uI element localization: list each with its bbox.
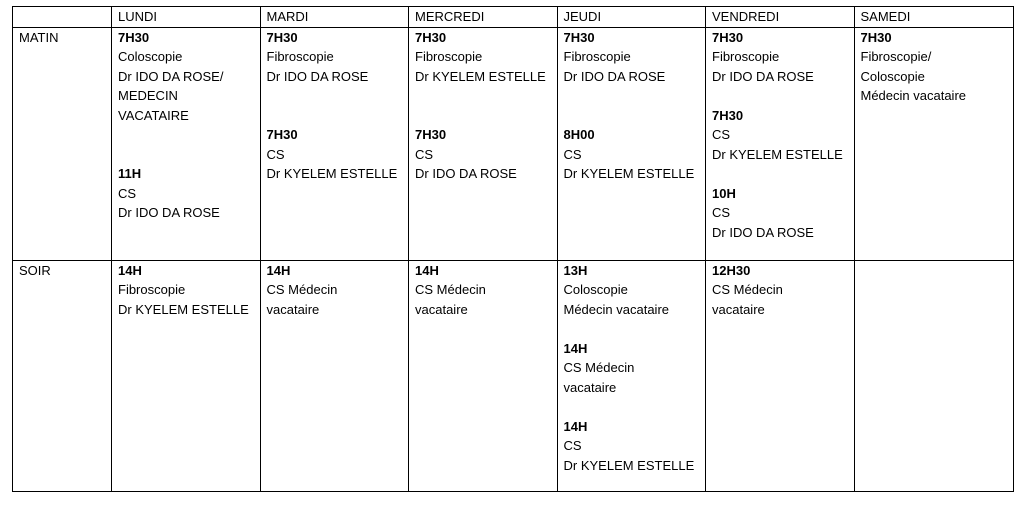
slot-detail-line: Médecin vacataire bbox=[860, 88, 966, 103]
schedule-slot bbox=[712, 261, 854, 320]
cell-soir-samedi bbox=[854, 260, 1013, 491]
slot-detail-line: Fibroscopie bbox=[712, 49, 780, 64]
schedule-row-soir bbox=[13, 260, 1014, 491]
slot-detail-line: Dr IDO DA ROSE bbox=[712, 68, 814, 84]
slot-detail-line: Dr IDO DA ROSE bbox=[712, 224, 814, 240]
schedule-slot bbox=[564, 28, 706, 87]
slot-time: 12H30 bbox=[712, 262, 751, 278]
header-day-vendredi: VENDREDI bbox=[706, 7, 855, 28]
cell-matin-lundi bbox=[112, 27, 261, 260]
cell-matin-samedi bbox=[854, 27, 1013, 260]
schedule-slot bbox=[118, 28, 260, 126]
schedule-slot bbox=[861, 28, 1013, 106]
schedule-slot bbox=[118, 164, 260, 223]
slot-time: 14H bbox=[266, 262, 291, 278]
slot-time: 7H30 bbox=[860, 29, 892, 45]
slot-detail-line: Dr KYELEM ESTELLE bbox=[415, 68, 546, 84]
slot-detail-line: Dr KYELEM ESTELLE bbox=[563, 457, 695, 473]
slot-detail-line: vacataire bbox=[563, 379, 617, 395]
header-day-mardi: MARDI bbox=[260, 7, 409, 28]
cell-soir-vendredi bbox=[706, 260, 855, 491]
slot-time: 7H30 bbox=[712, 107, 744, 123]
slot-detail-line: Fibroscopie/ bbox=[860, 49, 932, 64]
cell-matin-mercredi bbox=[409, 27, 558, 260]
slot-detail-line: vacataire bbox=[415, 301, 468, 317]
header-corner-cell bbox=[13, 7, 112, 28]
slot-detail-line: Dr KYELEM ESTELLE bbox=[563, 166, 695, 181]
slot-detail-line: Dr KYELEM ESTELLE bbox=[712, 146, 843, 162]
cell-soir-jeudi bbox=[557, 260, 706, 491]
slot-detail-line: MEDECIN bbox=[118, 88, 178, 103]
schedule-slot bbox=[267, 261, 409, 320]
slot-detail-line: CS Médecin bbox=[266, 282, 338, 297]
schedule-slot bbox=[267, 125, 409, 184]
slot-time: 11H bbox=[118, 166, 142, 181]
schedule-slot bbox=[267, 28, 409, 87]
header-day-lundi: LUNDI bbox=[112, 7, 261, 28]
slot-detail-line: Dr IDO DA ROSE/ bbox=[118, 68, 224, 84]
slot-detail-line: CS bbox=[266, 146, 285, 162]
schedule-slot bbox=[415, 261, 557, 320]
cell-soir-mardi bbox=[260, 260, 409, 491]
schedule-slot bbox=[712, 106, 854, 165]
slot-detail-line: Dr IDO DA ROSE bbox=[415, 166, 517, 181]
slot-time: 7H30 bbox=[266, 127, 298, 142]
slot-detail-line: Dr IDO DA ROSE bbox=[266, 68, 369, 84]
slot-time: 7H30 bbox=[118, 29, 150, 45]
slot-detail-line: CS Médecin bbox=[415, 282, 486, 297]
slot-detail-line: VACATAIRE bbox=[118, 107, 189, 123]
slot-time: 14H bbox=[563, 340, 588, 356]
schedule-slot bbox=[118, 261, 260, 320]
header-day-samedi: SAMEDI bbox=[854, 7, 1013, 28]
schedule-slot bbox=[712, 184, 854, 243]
slot-detail-line: Dr KYELEM ESTELLE bbox=[266, 166, 398, 181]
slot-time: 7H30 bbox=[712, 29, 744, 45]
slot-time: 7H30 bbox=[266, 29, 298, 45]
slot-detail-line: Coloscopie bbox=[860, 68, 925, 84]
schedule-slot bbox=[564, 417, 706, 476]
schedule-slot bbox=[564, 339, 706, 398]
slot-detail-line: Dr IDO DA ROSE bbox=[118, 205, 220, 220]
slot-detail-line: Dr IDO DA ROSE bbox=[563, 68, 666, 84]
slot-time: 14H bbox=[118, 262, 142, 278]
slot-detail-line: CS Médecin bbox=[563, 360, 635, 375]
cell-matin-mardi bbox=[260, 27, 409, 260]
slot-detail-line: Coloscopie bbox=[563, 282, 628, 297]
slot-detail-line: Fibroscopie bbox=[118, 282, 186, 297]
slot-detail-line: CS Médecin bbox=[712, 282, 783, 297]
slot-detail-line: Dr KYELEM ESTELLE bbox=[118, 301, 249, 317]
slot-detail-line: CS bbox=[712, 205, 731, 220]
header-day-jeudi: JEUDI bbox=[557, 7, 706, 28]
slot-detail-line: CS bbox=[712, 127, 731, 142]
slot-time: 10H bbox=[712, 185, 736, 201]
slot-detail-line: Médecin vacataire bbox=[563, 301, 669, 317]
weekly-schedule-table bbox=[12, 6, 1014, 492]
row-label-soir: SOIR bbox=[13, 260, 112, 491]
slot-detail-line: CS bbox=[563, 146, 582, 162]
schedule-slot bbox=[712, 28, 854, 87]
schedule-slot bbox=[415, 125, 557, 184]
slot-time: 7H30 bbox=[415, 29, 447, 45]
slot-time: 13H bbox=[563, 262, 588, 278]
slot-detail-line: CS bbox=[563, 438, 582, 453]
slot-detail-line: Coloscopie bbox=[118, 49, 183, 64]
schedule-slot bbox=[564, 125, 706, 184]
slot-detail-line: vacataire bbox=[266, 301, 320, 317]
slot-time: 7H30 bbox=[563, 29, 595, 45]
schedule-slot bbox=[564, 261, 706, 320]
header-row bbox=[13, 7, 1014, 28]
cell-matin-jeudi bbox=[557, 27, 706, 260]
slot-time: 14H bbox=[563, 418, 588, 434]
slot-detail-line: Fibroscopie bbox=[415, 49, 483, 64]
header-day-mercredi: MERCREDI bbox=[409, 7, 558, 28]
cell-matin-vendredi bbox=[706, 27, 855, 260]
schedule-row-matin bbox=[13, 27, 1014, 260]
schedule-slot bbox=[415, 28, 557, 87]
slot-detail-line: vacataire bbox=[712, 301, 765, 317]
slot-time: 8H00 bbox=[563, 127, 595, 142]
slot-detail-line: Fibroscopie bbox=[266, 49, 334, 64]
slot-detail-line: Fibroscopie bbox=[563, 49, 631, 64]
slot-time: 14H bbox=[415, 262, 439, 278]
cell-soir-mercredi bbox=[409, 260, 558, 491]
slot-detail-line: CS bbox=[118, 185, 137, 201]
row-label-matin: MATIN bbox=[13, 27, 112, 260]
slot-detail-line: CS bbox=[415, 146, 434, 162]
cell-soir-lundi bbox=[112, 260, 261, 491]
slot-time: 7H30 bbox=[415, 127, 447, 142]
